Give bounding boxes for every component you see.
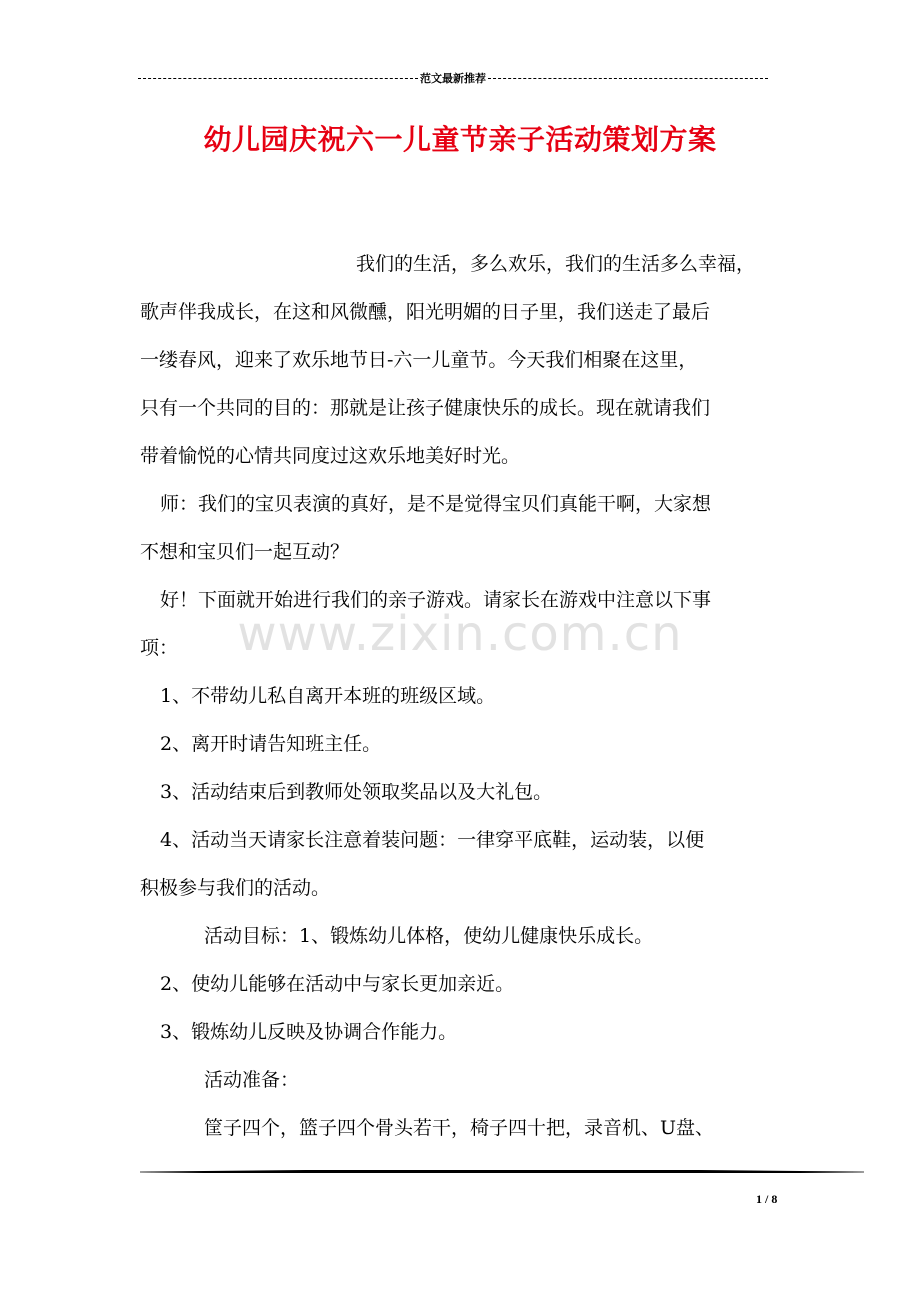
text-line: 不想和宝贝们一起互动？	[140, 541, 350, 563]
text-line: 只有一个共同的目的：那就是让孩子健康快乐的成长。现在就请我们	[140, 397, 711, 419]
text-line: 好！下面就开始进行我们的亲子游戏。请家长在游戏中注意以下事	[160, 589, 712, 611]
text-line: 4、活动当天请家长注意着装问题：一律穿平底鞋，运动装，以便	[160, 829, 705, 851]
paragraph	[140, 576, 800, 672]
text-line: 我们的生活，多么欢乐，我们的生活多么幸福，	[356, 253, 756, 275]
paragraph	[140, 1056, 800, 1104]
text-line: 歌声伴我成长，在这和风微醺，阳光明媚的日子里，我们送走了最后	[140, 301, 711, 323]
text-line: 积极参与我们的活动。	[140, 877, 331, 899]
text-line: 3、活动结束后到教师处领取奖品以及大礼包。	[160, 781, 553, 803]
text-line: 2、使幼儿能够在活动中与家长更加亲近。	[160, 973, 515, 995]
paragraph	[140, 768, 800, 816]
text-line: 活动目标：1、锻炼幼儿体格，使幼儿健康快乐成长。	[204, 925, 654, 947]
page-header	[138, 70, 768, 86]
footer-divider	[140, 1168, 864, 1176]
watermark: www.zixin.com.cn	[237, 606, 683, 662]
paragraph	[140, 1104, 800, 1152]
paragraph	[140, 816, 800, 912]
paragraph	[140, 720, 800, 768]
text-line: 活动准备：	[204, 1069, 300, 1091]
text-line: 3、锻炼幼儿反映及协调合作能力。	[160, 1021, 458, 1043]
paragraph	[140, 1008, 800, 1056]
header-dash-right	[488, 78, 768, 79]
paragraph	[140, 480, 800, 576]
document-title: 幼儿园庆祝六一儿童节亲子活动策划方案	[203, 123, 717, 156]
paragraph	[140, 672, 800, 720]
text-line: 2、离开时请告知班主任。	[160, 733, 382, 755]
paragraph	[140, 960, 800, 1008]
header-dash-left	[138, 78, 418, 79]
text-line: 带着愉悦的心情共同度过这欢乐地美好时光。	[140, 445, 521, 467]
text-line: 筐子四个，篮子四个骨头若干，椅子四十把，录音机、U盘、	[204, 1117, 715, 1139]
text-line: 1、不带幼儿私自离开本班的班级区域。	[160, 685, 496, 707]
document-body	[140, 240, 800, 1152]
paragraph	[140, 912, 800, 960]
header-label: 范文最新推荐	[420, 72, 486, 85]
text-line: 一缕春风，迎来了欢乐地节日-六一儿童节。今天我们相聚在这里，	[140, 349, 698, 371]
paragraph	[140, 240, 800, 480]
page-number: 1 / 8	[756, 1192, 778, 1206]
text-line: 项：	[140, 637, 179, 659]
text-line: 师：我们的宝贝表演的真好，是不是觉得宝贝们真能干啊，大家想	[160, 493, 712, 515]
